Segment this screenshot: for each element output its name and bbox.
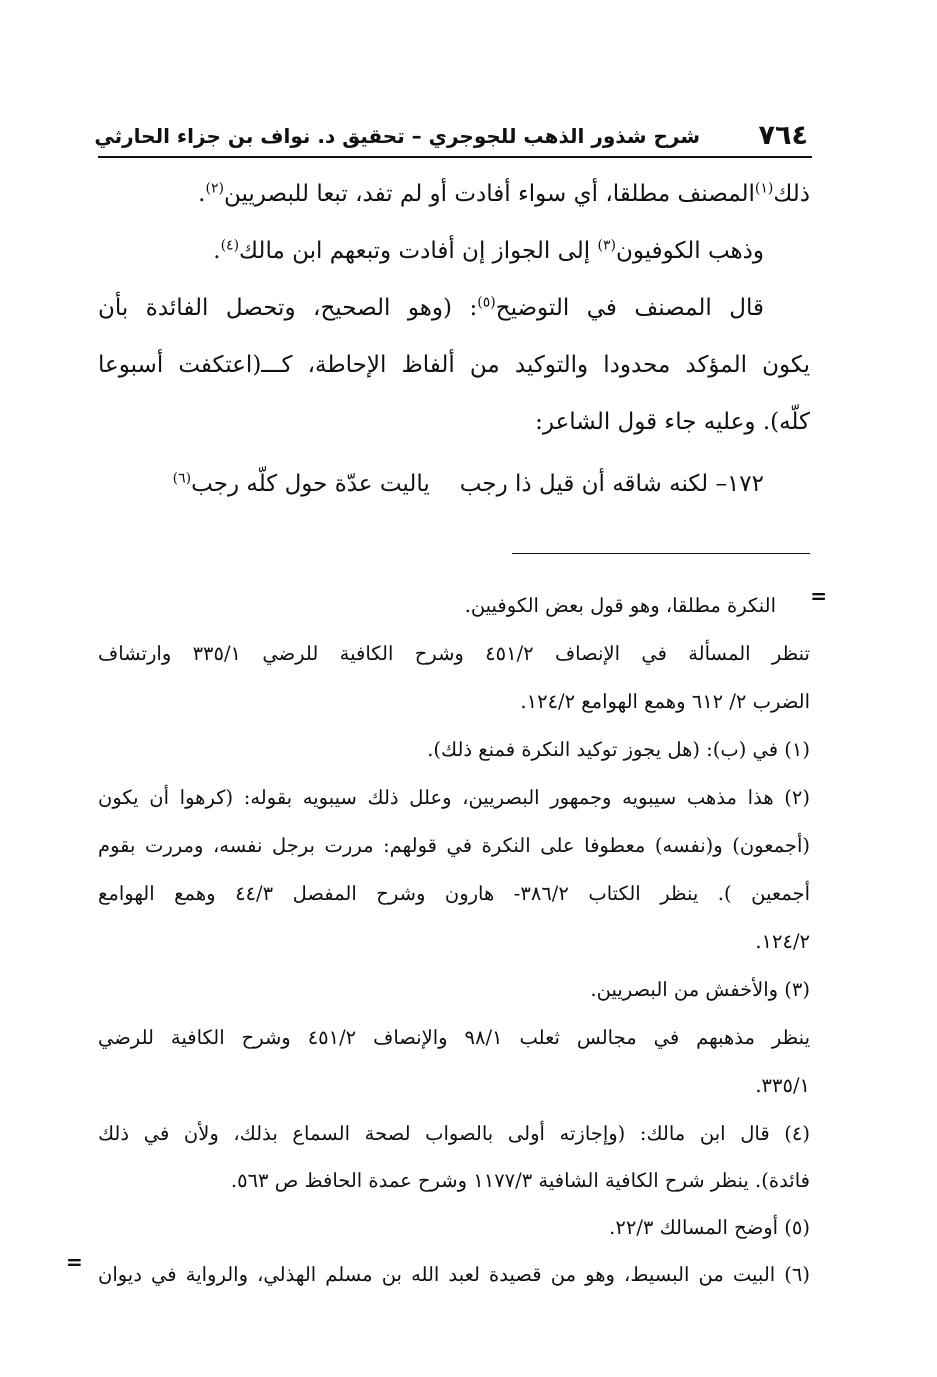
footnote-line: الضرب ٢/ ٦١٢ وهمع الهوامع ١٢٤/٢. — [520, 690, 810, 713]
main-line-1 — [98, 166, 810, 223]
main-line-3 — [98, 280, 810, 337]
footnote-separator — [512, 553, 810, 554]
second-hemistich: ياليت عدّة حول كلّه رجب — [191, 471, 430, 497]
continuation-mark-start: = — [810, 584, 827, 608]
footnote-line: ٣٣٥/١. — [755, 1074, 810, 1097]
verse-number: ١٧٢– — [715, 471, 764, 497]
text-run: وذهب الكوفيون — [615, 238, 764, 264]
page-number: ٧٦٤ — [758, 120, 808, 151]
footnote-line: (٦) البيت من البسيط، وهو من قصيدة لعبد الله بن مسلم الهذلي، والرواية في ديوان — [98, 1263, 810, 1286]
main-line-4: يكون المؤكد محدودا والتوكيد من ألفاظ الإحاطة، كـــ(اعتكفت أسبوعا — [98, 352, 810, 378]
footnote-line: فائدة). ينظر شرح الكافية الشافية ١١٧٧/٣ وشرح عمدة الحافظ ص ٥٦٣. — [230, 1169, 810, 1192]
footnote-line: تنظر المسألة في الإنصاف ٤٥١/٢ وشرح الكافية للرضي ٣٣٥/١ وارتشاف — [98, 642, 810, 665]
first-hemistich: لكنه شاقه أن قيل ذا رجب — [459, 471, 709, 497]
text-run: . — [213, 238, 221, 264]
footnote-ref: (٥) — [477, 294, 496, 311]
footnote-line: (أجمعون) و(نفسه) معطوفا على النكرة في قولهم: مررت برجل نفسه، ومررت بقوم — [98, 834, 810, 857]
footnote-line: (٥) أوضح المسالك ٢٢/٣. — [609, 1216, 810, 1239]
poetry-verse — [98, 451, 810, 517]
footnote-line: (٤) قال ابن مالك: (وإجازته أولى بالصواب لصحة السماع بذلك، ولأن في ذلك — [98, 1122, 810, 1145]
main-line-2 — [98, 223, 810, 280]
text-run: إلى الجواز إن أفادت وتبعهم ابن مالك — [239, 238, 598, 264]
footnote-ref: (٢) — [205, 180, 224, 197]
footnote-line: النكرة مطلقا، وهو قول بعض الكوفيين. — [464, 594, 776, 617]
text-run: قال المصنف في التوضيح — [495, 295, 764, 321]
footnote-ref: (١) — [754, 180, 774, 197]
footnote-line: ينظر مذهبهم في مجالس ثعلب ٩٨/١ والإنصاف ٤٥١/٢ وشرح الكافية للرضي — [98, 1026, 810, 1049]
continuation-mark-end: = — [66, 1250, 83, 1274]
footnote-line: ١٢٤/٢. — [755, 930, 810, 953]
footnotes — [98, 582, 810, 1298]
footnote-line: (٢) هذا مذهب سيبويه وجمهور البصريين، وعلل ذلك سيبويه بقوله: (كرهوا أن يكون — [98, 786, 810, 809]
footnote-ref: (٣) — [597, 237, 616, 254]
footnote-ref: (٤) — [220, 237, 240, 254]
footnote-line: أجمعين ). ينظر الكتاب ٣٨٦/٢- هارون وشرح المفصل ٤٤/٣ وهمع الهوامع — [98, 882, 810, 905]
footnote-ref: (٦) — [172, 470, 192, 487]
running-title: شرح شذور الذهب للجوجري – تحقيق د. نواف بن جزاء الحارثي — [94, 124, 700, 148]
text-run: . — [198, 181, 206, 207]
text-run: ذلك — [773, 181, 810, 207]
footnote-line: (٣) والأخفش من البصريين. — [590, 978, 810, 1001]
main-line-5: كلّه). وعليه جاء قول الشاعر: — [535, 409, 810, 435]
running-header — [94, 116, 812, 158]
main-text — [98, 166, 810, 517]
text-run: المصنف مطلقا، أي سواء أفادت أو لم تفد، تبعا للبصريين — [223, 181, 755, 207]
footnote-line: (١) في (ب): (هل يجوز توكيد النكرة فمنع ذلك). — [427, 738, 810, 761]
text-run: : (وهو الصحيح، وتحصل الفائدة بأن — [98, 295, 478, 321]
